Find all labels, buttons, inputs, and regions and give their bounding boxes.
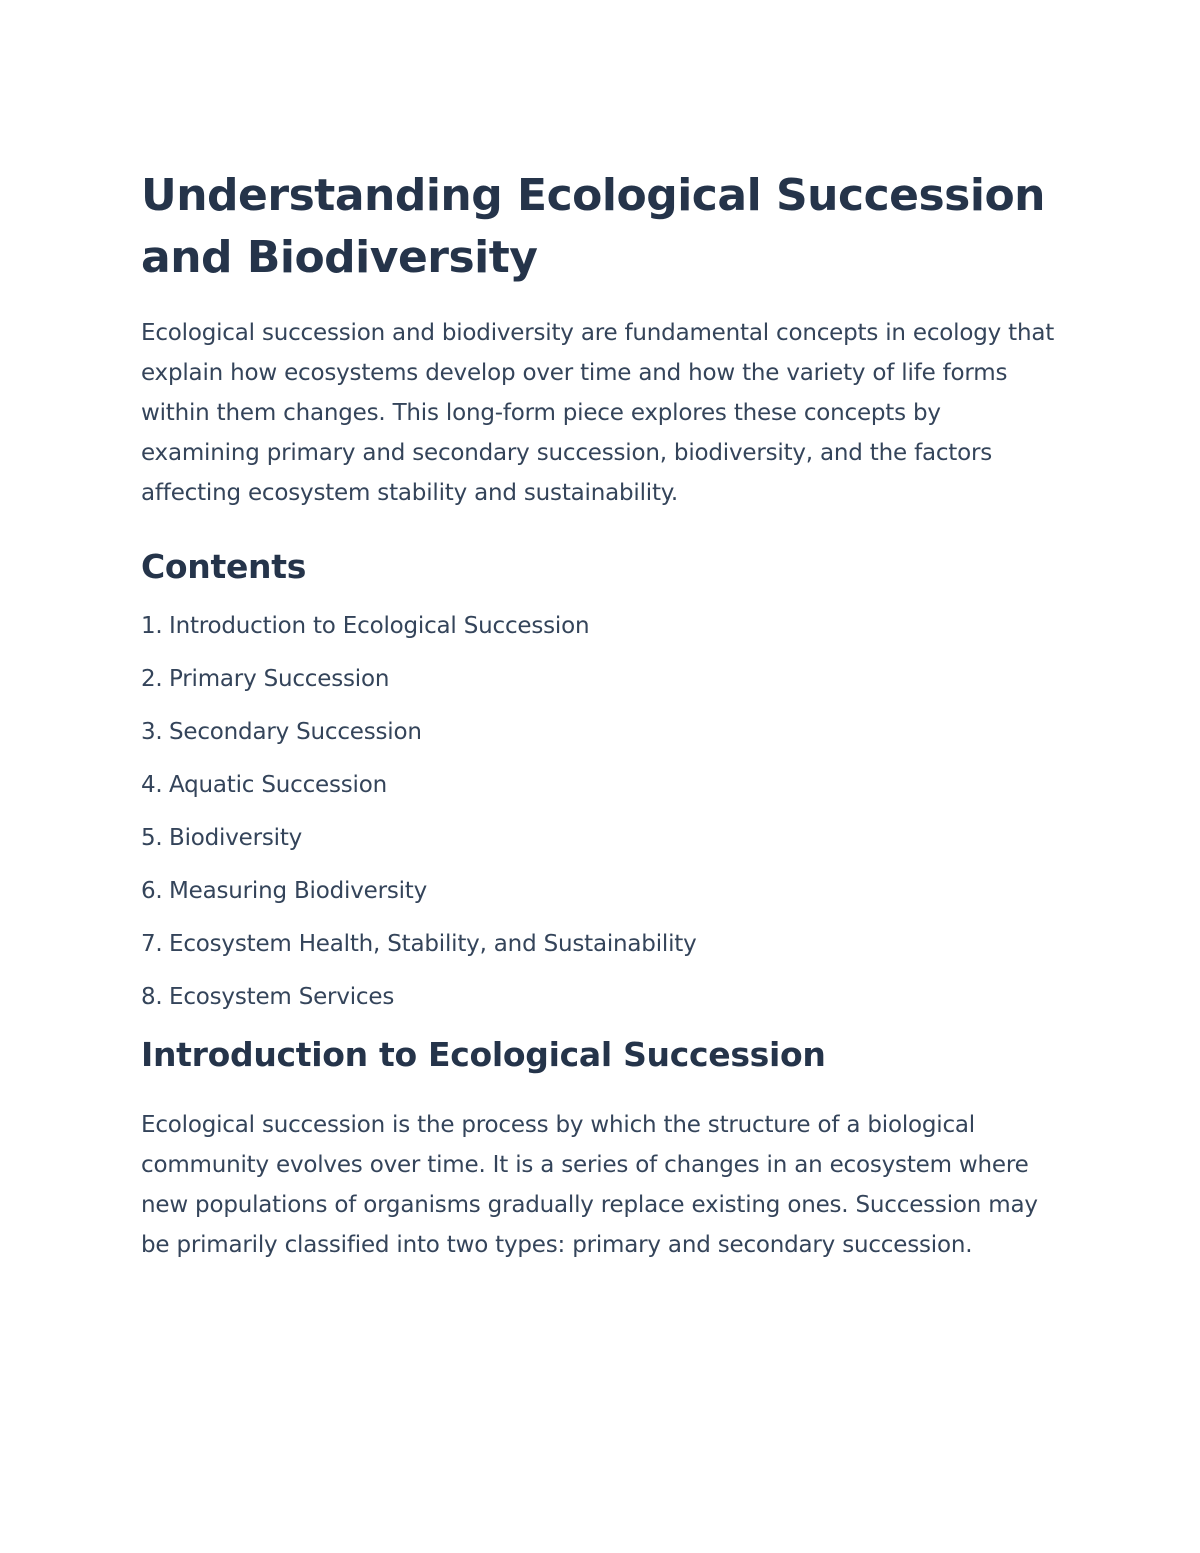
toc-item-number: 2. [141, 666, 163, 692]
toc-item[interactable] [141, 715, 1061, 749]
toc-item-label: Ecosystem Health, Stability, and Sustainability [169, 931, 697, 957]
toc-item[interactable] [141, 768, 1061, 802]
toc-item-number: 3. [141, 719, 163, 745]
document-page [141, 165, 1061, 1265]
toc-item[interactable] [141, 609, 1061, 643]
page-title: Understanding Ecological Succession and Biodiversity [141, 170, 1046, 283]
toc-item-label: Aquatic Succession [169, 772, 387, 798]
section-heading: Introduction to Ecological Succession [141, 1035, 826, 1074]
toc-item-label: Secondary Succession [169, 719, 422, 745]
toc-item-label: Biodiversity [169, 825, 303, 851]
table-of-contents [141, 609, 1061, 1014]
toc-item-number: 7. [141, 931, 163, 957]
contents-heading: Contents [141, 547, 307, 586]
toc-item[interactable] [141, 980, 1061, 1014]
toc-item-number: 8. [141, 984, 163, 1010]
toc-item[interactable] [141, 927, 1061, 961]
toc-item[interactable] [141, 821, 1061, 855]
toc-item-number: 1. [141, 613, 163, 639]
toc-item[interactable] [141, 662, 1061, 696]
toc-item-label: Primary Succession [169, 666, 390, 692]
toc-item-number: 6. [141, 878, 163, 904]
toc-item-label: Measuring Biodiversity [169, 878, 428, 904]
toc-item[interactable] [141, 874, 1061, 908]
toc-item-label: Introduction to Ecological Succession [169, 613, 590, 639]
section-paragraph: Ecological succession is the process by which the structure of a biological community evolves over time. It is a series of changes in an ecosystem where new populations of organisms gradually replace existing ones. Succession may be primarily classified into two types: primary and secondary succession. [141, 1112, 1038, 1258]
toc-item-number: 5. [141, 825, 163, 851]
intro-paragraph: Ecological succession and biodiversity are fundamental concepts in ecology that explain how ecosystems develop over time and how the variety of life forms within them changes. This long-form piece explores these concepts by examining primary and secondary succession, biodiversity, and the factors affecting ecosystem stability and sustainability. [141, 320, 1055, 506]
toc-item-number: 4. [141, 772, 163, 798]
toc-item-label: Ecosystem Services [169, 984, 395, 1010]
